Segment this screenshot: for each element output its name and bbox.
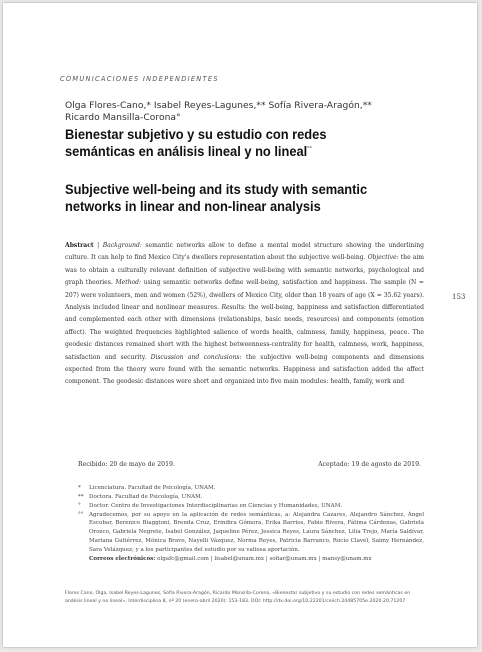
english-title-line-1: Subjective well-being and its study with semantic bbox=[65, 182, 368, 197]
abstract-method-label: Method: bbox=[115, 279, 142, 287]
english-title bbox=[65, 181, 391, 215]
citation: Flores Cano, Olga, Isabel Reyes-Lagunes, Sofía Rivera-Aragón, Ricardo Mansilla-Corona, «Bienestar subjetivo y su estudio con redes semánticas en análisis lineal y no lineal», Interdisciplina 8, nº 20 (enero-abril 2020): 153-183. DOI: http://dx.doi.org/10.22201/ceiich.24485705e.2020.20.71207 bbox=[65, 591, 411, 604]
submission-dates bbox=[78, 461, 421, 468]
section-header: COMUNICACIONES INDEPENDIENTES bbox=[60, 75, 219, 83]
author-line-2: Ricardo Mansilla-Corona° bbox=[65, 112, 181, 123]
received-date: Recibido: 20 de mayo de 2019. bbox=[78, 461, 175, 468]
abstract-label: Abstract bbox=[65, 242, 94, 249]
footnote: ° Doctor. Centro de Investigaciones Interdisciplinarias en Ciencias y Humanidades, UNAM. bbox=[78, 502, 343, 509]
page-number: 153 bbox=[452, 293, 466, 301]
author-list bbox=[65, 100, 435, 124]
spanish-title bbox=[65, 126, 391, 160]
spanish-title-line-2: semánticas en análisis lineal y no lineal°° bbox=[65, 144, 312, 159]
accepted-date: Aceptado: 19 de agosto de 2019. bbox=[318, 461, 421, 468]
title-footnote-mark: °° bbox=[307, 146, 312, 153]
emails-label: Correos electrónicos: bbox=[89, 555, 156, 562]
contact-emails: Correos electrónicos: olgafc@gmail.com | lisabel@unam.mx | sofiar@unam.mx | mansy@unam.mx bbox=[89, 555, 372, 562]
abstract: Abstract | Background: semantic networks allow to define a mental model structure showing the underlining culture. It can help to find Mexico City's dwellers representation about the subjective well-being. Objective: the aim was to obtain a culturally relevant definition of subjective well-being with semantic networks, psychological and graph theories. Method: using semantic networks define well-being, satisfaction and happiness. The sample (N = 207) were volunteers, men and women (52%), dwellers of Mexico City, older than 18 years of age (X = 35.62 years). Analysis included linear and nonlinear measures. Results: the well-being, happiness and satisfaction differentiated and complemented each other with dimensions (relationships, basic needs, resources) and components (emotion affect). The weighted frequencies highlighted salience of words health, calmness, family, happiness, peace. The geodesic distances remained short with the highest betweenness-centrality for health, calmness, work, happiness, satisfaction and security. Discussion and conclusions: the subjective well-being components and dimensions expected from the theory were found with the semantic networks. Happiness and satisfaction added the affect component. The geodesic distances were short and organized into five main modules: health, family, work and bbox=[65, 242, 424, 386]
paper-page bbox=[3, 3, 477, 647]
spanish-title-line-1: Bienestar subjetivo y su estudio con redes bbox=[65, 127, 327, 142]
abstract-results-label: Results: bbox=[221, 304, 247, 312]
footnote-acknowledgements: °° Agradecemos, por su apoyo en la aplicación de redes semánticas, a: Alejandra Cazares, Alejandro Sánchez, Ángel Escobar, Berenice Biaggioni, Brenda Cruz, Erindira Gómora, Erika Barrios, Fabio Rivera, Fátima Cárdenas, Gabriela Orozco, Gabriela Negrete, Isabel González, Jaqueline Pérez, Jessica Reyes, Laura Sánchez, Lilia Trejo, María Saldívar, Mariana Gutiérrez, Mónica Bravo, Nayelli Vázquez, Norma Reyes, Patricia Barranco, Rocío Clavel, Saimy Hernández, Sara Velázquez; y a los participantes del estudio por su valiosa aportación. bbox=[78, 511, 424, 553]
footnote: * Licenciatura. Facultad de Psicología, UNAM. bbox=[78, 485, 216, 491]
abstract-background-label: Background: bbox=[102, 242, 142, 249]
footnotes bbox=[78, 484, 424, 564]
abstract-discussion-label: Discussion and conclusions: bbox=[150, 353, 242, 361]
english-title-line-2: networks in linear and non-linear analysis bbox=[65, 199, 321, 214]
abstract-objective-label: Objective: bbox=[367, 254, 399, 262]
author-line-1: Olga Flores-Cano,* Isabel Reyes-Lagunes,** Sofía Rivera-Aragón,** bbox=[65, 100, 372, 111]
footnote: ** Doctora. Facultad de Psicología, UNAM. bbox=[78, 493, 203, 500]
